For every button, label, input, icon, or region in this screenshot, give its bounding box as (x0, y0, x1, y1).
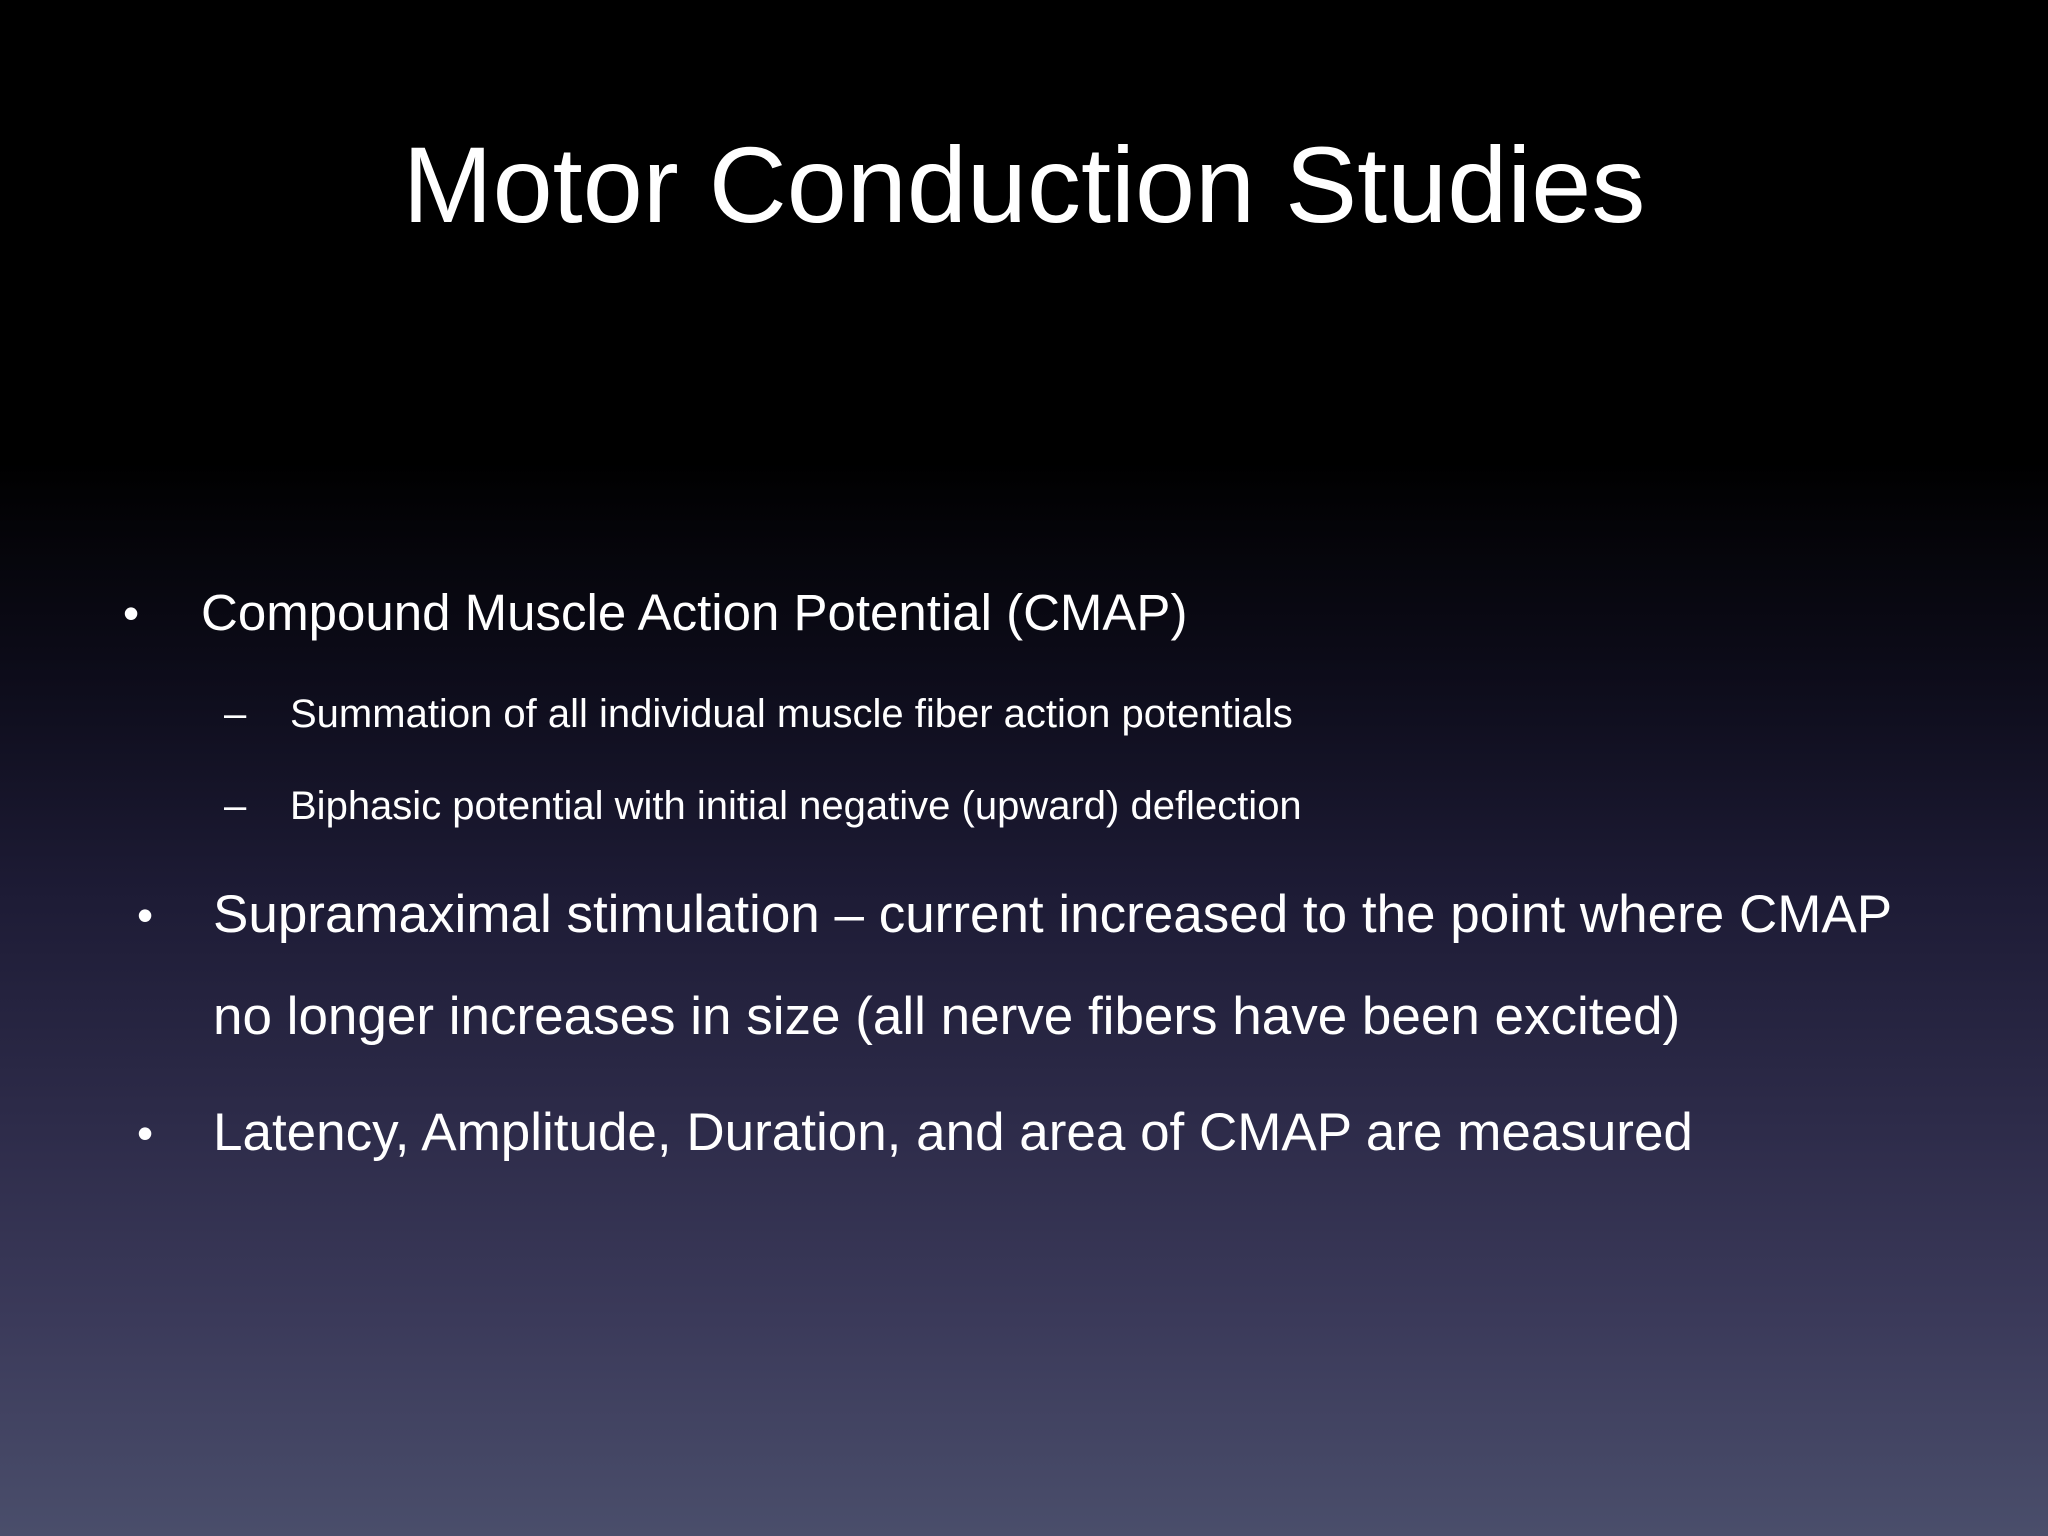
subbullet-text: Biphasic potential with initial negative (upward) deflection (290, 784, 1302, 828)
subbullet-summation (0, 689, 2048, 739)
slide-title: Motor Conduction Studies (402, 124, 1646, 245)
dash-marker: – (224, 784, 247, 828)
bullet-text: Compound Muscle Action Potential (CMAP) (201, 584, 1188, 641)
dash-marker: – (224, 692, 247, 736)
bullet-text-line1: Supramaximal stimulation – current increased to the point where CMAP (213, 885, 1893, 944)
bullet-marker: • (123, 587, 140, 639)
bullet-latency (0, 1082, 2048, 1184)
subbullet-text: Summation of all individual muscle fiber action potentials (290, 692, 1293, 736)
bullet-text-line2: no longer increases in size (all nerve fibers have been excited) (213, 987, 1681, 1046)
bullet-supramaximal (0, 864, 2048, 1068)
bullet-marker: • (137, 1107, 154, 1159)
bullet-marker: • (137, 889, 154, 941)
bullet-text: Latency, Amplitude, Duration, and area of CMAP are measured (213, 1103, 1693, 1162)
subbullet-biphasic (0, 781, 2048, 831)
bullet-cmap (0, 582, 2048, 644)
